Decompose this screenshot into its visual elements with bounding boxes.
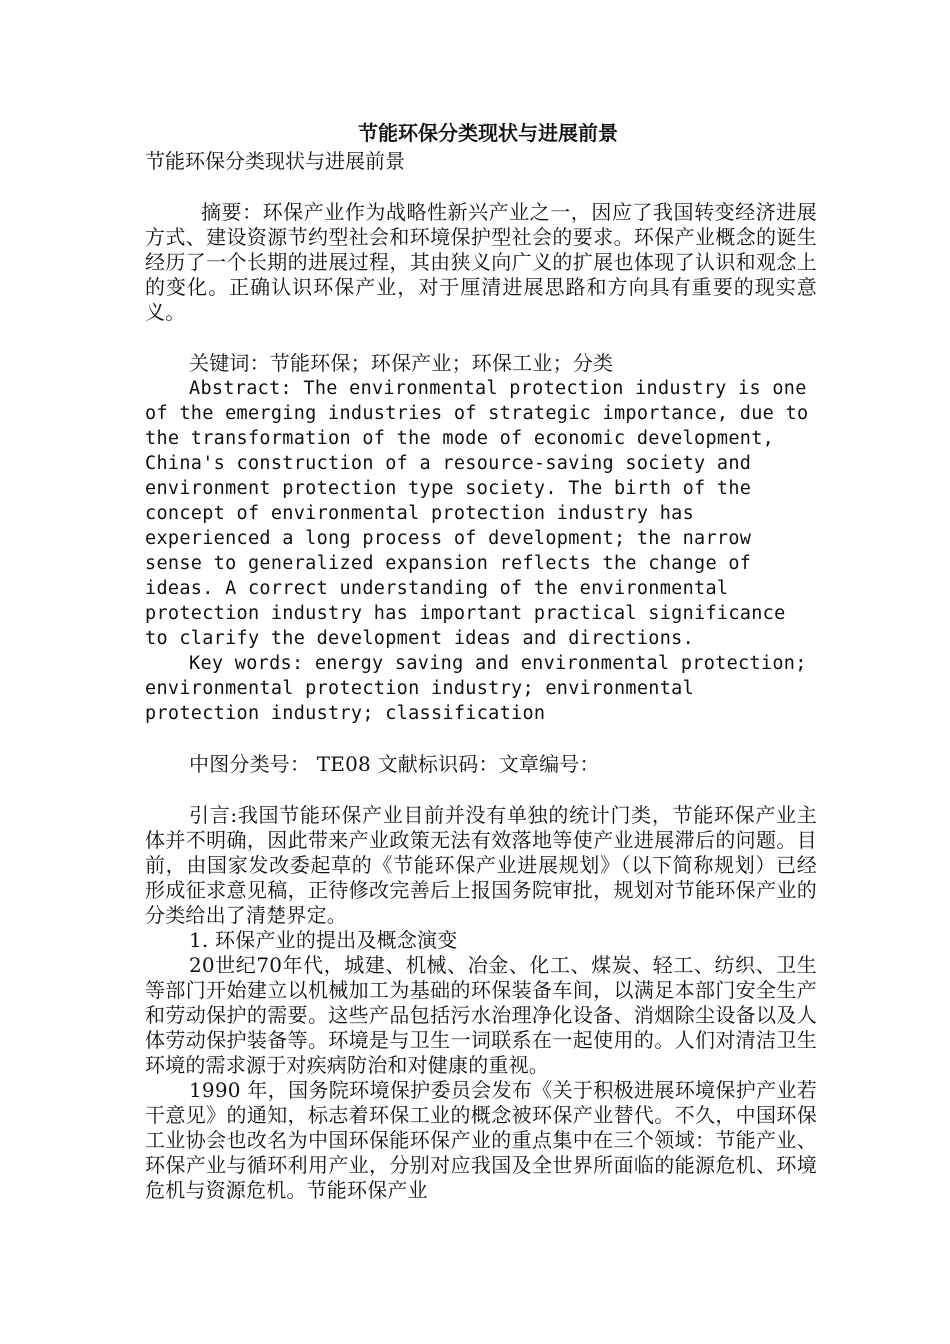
section-paragraph: 1990 年，国务院环境保护委员会发布《关于积极进展环境保护产业若干意见》的通知，标志着环保工业的概念被环保产业替代。不久，中国环保工业协会也改名为中国环保能环保产业的重点集中在三个领域：节能产业、环保产业与循环利用产业，分别对应我国及全世界所面临的能源危机、环境危机与资源危机。节能环保产业 xyxy=(145,1078,817,1202)
section-paragraph: 20世纪70年代，城建、机械、冶金、化工、煤炭、轻工、纺织、卫生等部门开始建立以机械加工为基础的环保装备车间，以满足本部门安全生产和劳动保护的需要。这些产品包括污水治理净化设备、消烟除尘设备以及人体劳动保护装备等。环境是与卫生一词联系在一起使用的。人们对清洁卫生环境的需求源于对疾病防治和对健康的重视。 xyxy=(145,953,817,1077)
keywords-cn: 关键词：节能环保；环保产业；环保工业；分类 xyxy=(189,351,614,375)
spacer xyxy=(145,726,817,752)
document-subtitle: 节能环保分类现状与进展前景 xyxy=(145,149,405,173)
abstract-en: Abstract: The environmental protection industry is one of the emerging industries of strategic importance, due to the transformation of the mode of economic development, China's construction of a resource-saving society and environment protection type society. The birth of the concept of environmental protection industry has experienced a long process of development; the narrow sense to generalized expansion reflects the change of ideas. A correct understanding of the environmental protection industry has important practical significance to clarify the development ideas and directions. xyxy=(145,378,820,649)
document-page xyxy=(145,118,820,1203)
abstract-cn: 摘要：环保产业作为战略性新兴产业之一，因应了我国转变经济进展方式、建设资源节约型社会和环境保护型社会的要求。环保产业概念的诞生经历了一个长期的进展过程，其由狭义向广义的扩展也体现了认识和观念上的变化。正确认识环保产业，对于厘清进展思路和方向具有重要的现实意义。 xyxy=(145,200,817,324)
keywords-en: Key words: energy saving and environmental protection; environmental protection industry; environmental protection industry; classification xyxy=(145,653,819,724)
spacer xyxy=(145,174,817,200)
spacer xyxy=(145,325,817,351)
document-title: 节能环保分类现状与进展前景 xyxy=(358,121,618,145)
intro-paragraph: 引言:我国节能环保产业目前并没有单独的统计门类，节能环保产业主体并不明确，因此带来产业政策无法有效落地等使产业进展滞后的问题。目前，由国家发改委起草的《节能环保产业进展规划》（以下简称规划）已经形成征求意见稿，正待修改完善后上报国务院审批，规划对节能环保产业的分类给出了清楚界定。 xyxy=(145,803,817,927)
spacer xyxy=(145,777,817,803)
classification-line: 中图分类号： TE08 文献标识码：文章编号： xyxy=(189,752,600,776)
section-heading: 1. 环保产业的提出及概念演变 xyxy=(189,928,458,952)
